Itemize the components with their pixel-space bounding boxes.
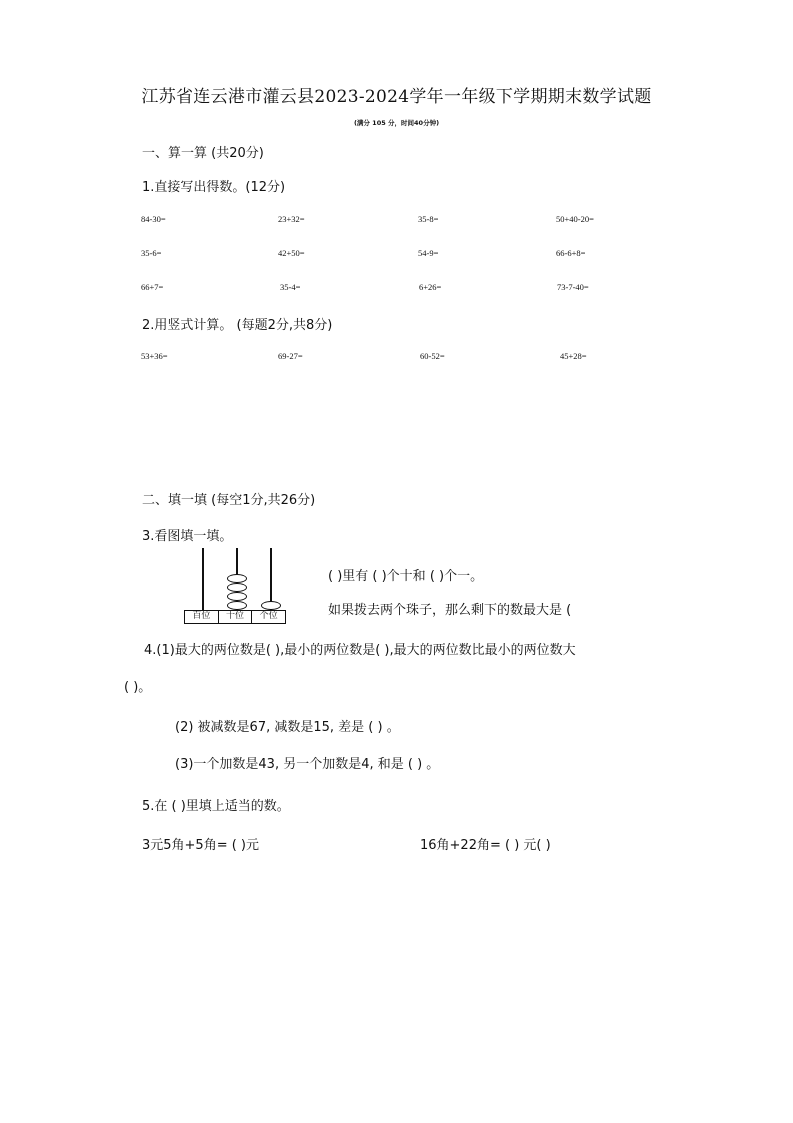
place-label-ones: 个位 xyxy=(259,611,278,621)
abacus-base xyxy=(184,610,286,624)
tens-bead xyxy=(227,583,247,592)
q3-line2: 如果拨去两个珠子，那么剩下的数最大是 ( xyxy=(328,603,572,618)
q2-expr: 45+28= xyxy=(560,351,587,361)
q1-expr: 66+7= xyxy=(141,282,164,292)
q5-item1: 3元5角+5角= ( )元 xyxy=(142,838,260,853)
q1-expr: 35-6= xyxy=(141,248,162,258)
document-title: 江苏省连云港市灌云县2023-2024学年一年级下学期期末数学试题 xyxy=(141,87,652,107)
q2-label: 2.用竖式计算。 (每题2分,共8分) xyxy=(142,318,333,333)
q5-item2: 16角+22角= ( ) 元( ) xyxy=(420,838,551,853)
q2-expr: 60-52= xyxy=(420,351,445,361)
place-label-hundreds: 百位 xyxy=(185,611,219,623)
q2-expr: 53+36= xyxy=(141,351,168,361)
tens-bead xyxy=(227,592,247,601)
q4-line1: 4.(1)最大的两位数是( ),最小的两位数是( ),最大的两位数比最小的两位数大 xyxy=(144,643,576,658)
q4-line3: (3)一个加数是43, 另一个加数是4, 和是 ( ) 。 xyxy=(175,757,440,772)
q1-expr: 35-8= xyxy=(418,214,439,224)
tens-bead xyxy=(227,574,247,583)
ones-bead xyxy=(261,601,281,610)
q1-expr: 66-6+8= xyxy=(556,248,586,258)
section1-heading: 一、算一算 (共20分) xyxy=(142,146,264,161)
section2-heading: 二、填一填 (每空1分,共26分) xyxy=(142,493,316,508)
q4-line1-cont: ( )。 xyxy=(124,680,152,695)
document-subtitle: (满分 105 分，时间40分钟) xyxy=(353,119,440,127)
q1-expr: 73-7-40= xyxy=(557,282,589,292)
q1-expr: 54-9= xyxy=(418,248,439,258)
place-label-tens: 十位 xyxy=(219,611,253,623)
q1-expr: 84-30= xyxy=(141,214,166,224)
q3-line1: ( )里有 ( )个十和 ( )个一。 xyxy=(328,569,484,584)
q1-expr: 23+32= xyxy=(278,214,305,224)
q1-expr: 6+26= xyxy=(419,282,442,292)
q3-label: 3.看图填一填。 xyxy=(142,529,233,544)
q1-label: 1.直接写出得数。(12分) xyxy=(142,180,286,195)
q1-expr: 50+40-20= xyxy=(556,214,594,224)
q4-line2: (2) 被减数是67, 减数是15, 差是 ( ) 。 xyxy=(175,720,400,735)
q2-expr: 69-27= xyxy=(278,351,303,361)
q1-expr: 35-4= xyxy=(280,282,301,292)
q1-expr: 42+50= xyxy=(278,248,305,258)
hundreds-rod xyxy=(202,548,204,610)
tens-bead xyxy=(227,601,247,610)
abacus-figure xyxy=(184,548,286,624)
q5-label: 5.在 ( )里填上适当的数。 xyxy=(142,799,290,814)
